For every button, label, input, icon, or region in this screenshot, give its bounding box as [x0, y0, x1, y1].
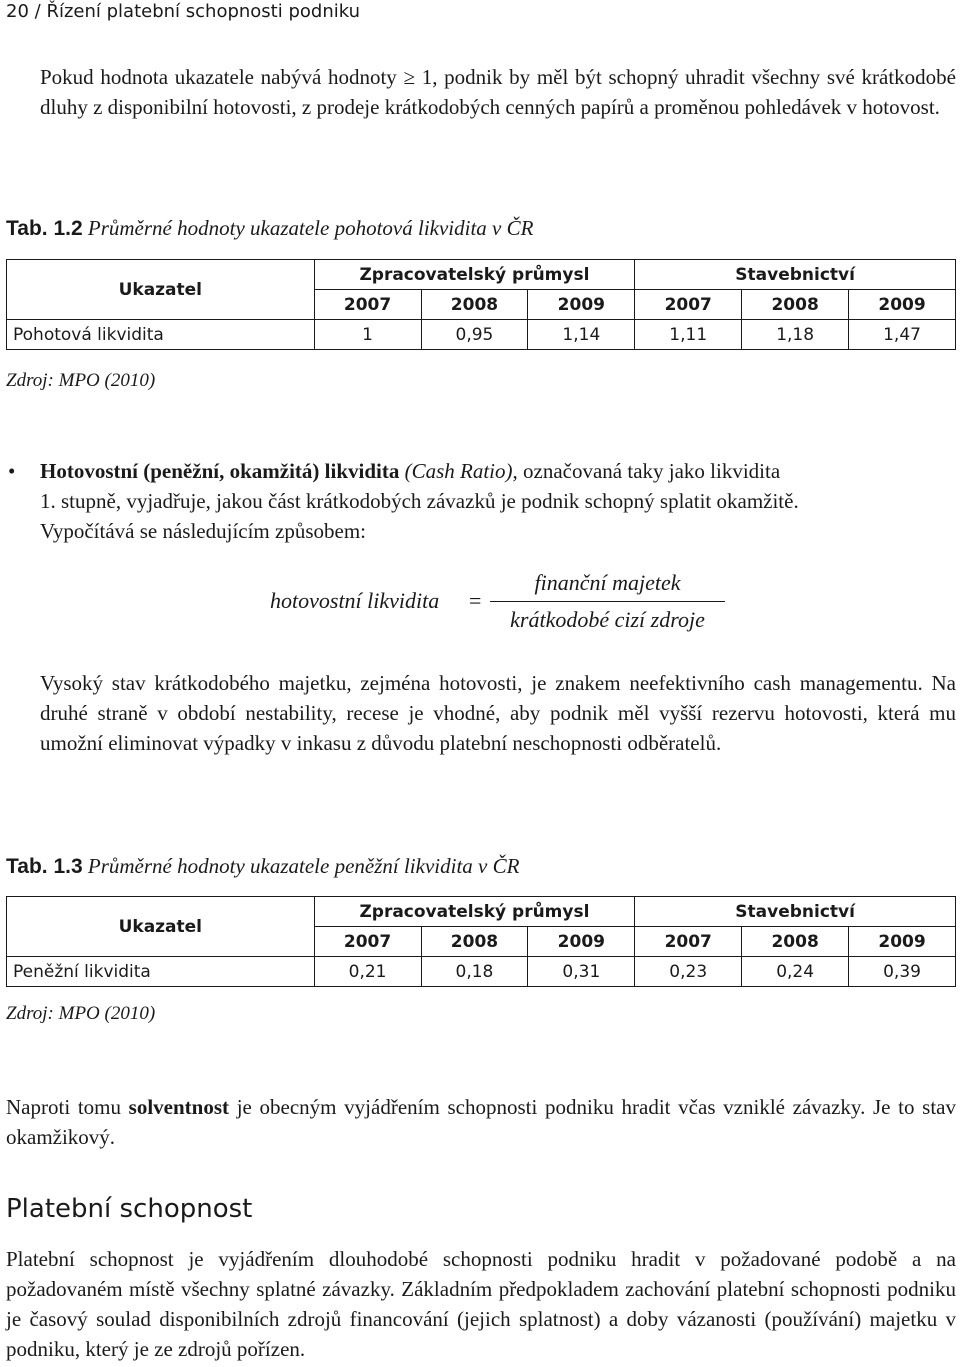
header-year: 2008 [421, 927, 528, 957]
table-quick-ratio [6, 259, 956, 350]
bullet-text: 1. stupně, vyjadřuje, jakou část krátkodobých závazků je podnik schopný splatit okamžitě. [40, 489, 799, 513]
table-title: Průměrné hodnoty ukazatele pohotová likvidita v ČR [87, 216, 534, 240]
header-year: 2007 [635, 290, 742, 320]
table-caption [6, 852, 946, 881]
row-label: Peněžní likvidita [7, 957, 315, 987]
header-year: 2007 [314, 927, 421, 957]
page-number: 20 [6, 1, 29, 22]
term-cash-ratio: Hotovostní (peněžní, okamžitá) likvidita [40, 459, 400, 483]
formula-denominator: krátkodobé cizí zdroje [510, 607, 705, 632]
formula-lhs: hotovostní likvidita [270, 588, 440, 613]
table-cell: 1,47 [849, 320, 956, 350]
formula-equals: = [469, 588, 482, 613]
table-cell: 0,18 [421, 957, 528, 987]
header-group-manufacturing: Zpracovatelský průmysl [314, 260, 635, 290]
table-cell: 0,23 [635, 957, 742, 987]
term-english: (Cash Ratio) [404, 459, 513, 483]
header-year: 2008 [742, 290, 849, 320]
bullet-text: Vypočítává se následujícím způsobem: [40, 519, 367, 543]
table-cell: 0,24 [742, 957, 849, 987]
paragraph-payment-capacity: Platební schopnost je vyjádřením dlouhodobé schopnosti podniku hradit v požadované podobě a na požadovaném místě všechny splatné závazky. Základním předpokladem zachování platební schopnosti podniku je časový soulad disponibilních zdrojů financování (jejich splatnost) a doby vázanosti (používání) majetku v podniku, který je ze zdrojů pořízen. [6, 1247, 956, 1361]
bullet-paragraph [40, 456, 956, 546]
header-year: 2008 [421, 290, 528, 320]
header-year: 2009 [528, 290, 635, 320]
header-indicator: Ukazatel [7, 897, 315, 957]
table-cash-ratio [6, 896, 956, 987]
table-caption [6, 214, 946, 243]
table-cell: 0,21 [314, 957, 421, 987]
row-label: Pohotová likvidita [7, 320, 315, 350]
paragraph-cash-management: Vysoký stav krátkodobého majetku, zejména hotovosti, je znakem neefektivního cash managementu. Na druhé straně v období nestability, recese je vhodné, aby podnik měl vyšší rezervu hotovosti, která mu umožní eliminovat výpadky v inkasu z důvodu platební neschopnosti odběratelů. [40, 671, 956, 755]
header-year: 2007 [314, 290, 421, 320]
table-cell: 1,18 [742, 320, 849, 350]
page-header [6, 0, 360, 24]
table-label: Tab. 1.3 [6, 855, 83, 878]
header-year: 2009 [849, 927, 956, 957]
table-source: Zdroj: MPO (2010) [6, 1003, 156, 1024]
paragraph-quick-ratio-interpretation: Pokud hodnota ukazatele nabývá hodnoty ≥ 1, podnik by měl být schopný uhradit všechny své krátkodobé dluhy z disponibilní hotovosti, z prodeje krátkodobých cenných papírů a proměnou pohledávek v hotovost. [40, 65, 956, 119]
table-cell: 1,14 [528, 320, 635, 350]
header-year: 2007 [635, 927, 742, 957]
formula-numerator: finanční majetek [534, 570, 681, 595]
table-title: Průměrné hodnoty ukazatele peněžní likvidita v ČR [87, 854, 520, 878]
bullet-icon: • [8, 459, 16, 483]
header-group-construction: Stavebnictví [635, 260, 956, 290]
paragraph-solvency [6, 1092, 956, 1152]
header-group-manufacturing: Zpracovatelský průmysl [314, 897, 635, 927]
table-cell: 0,31 [528, 957, 635, 987]
paragraph-text: je obecným vyjádřením schopnosti podniku hradit včas vzniklé závazky. Je to stav okamžikový. [6, 1095, 956, 1149]
header-year: 2008 [742, 927, 849, 957]
paragraph-text: Naproti tomu [6, 1095, 129, 1119]
header-indicator: Ukazatel [7, 260, 315, 320]
fraction-bar [490, 601, 725, 602]
section-heading: Platební schopnost [6, 1194, 253, 1224]
chapter-title: Řízení platební schopnosti podniku [46, 1, 361, 22]
table-cell: 1,11 [635, 320, 742, 350]
table-source: Zdroj: MPO (2010) [6, 370, 156, 391]
header-group-construction: Stavebnictví [635, 897, 956, 927]
header-year: 2009 [528, 927, 635, 957]
table-label: Tab. 1.2 [6, 217, 83, 240]
term-solvency: solventnost [128, 1095, 230, 1119]
header-year: 2009 [849, 290, 956, 320]
table-cell: 0,95 [421, 320, 528, 350]
bullet-text: , označovaná taky jako likvidita [512, 459, 781, 483]
table-cell: 0,39 [849, 957, 956, 987]
table-cell: 1 [314, 320, 421, 350]
header-separator: / [34, 1, 41, 22]
